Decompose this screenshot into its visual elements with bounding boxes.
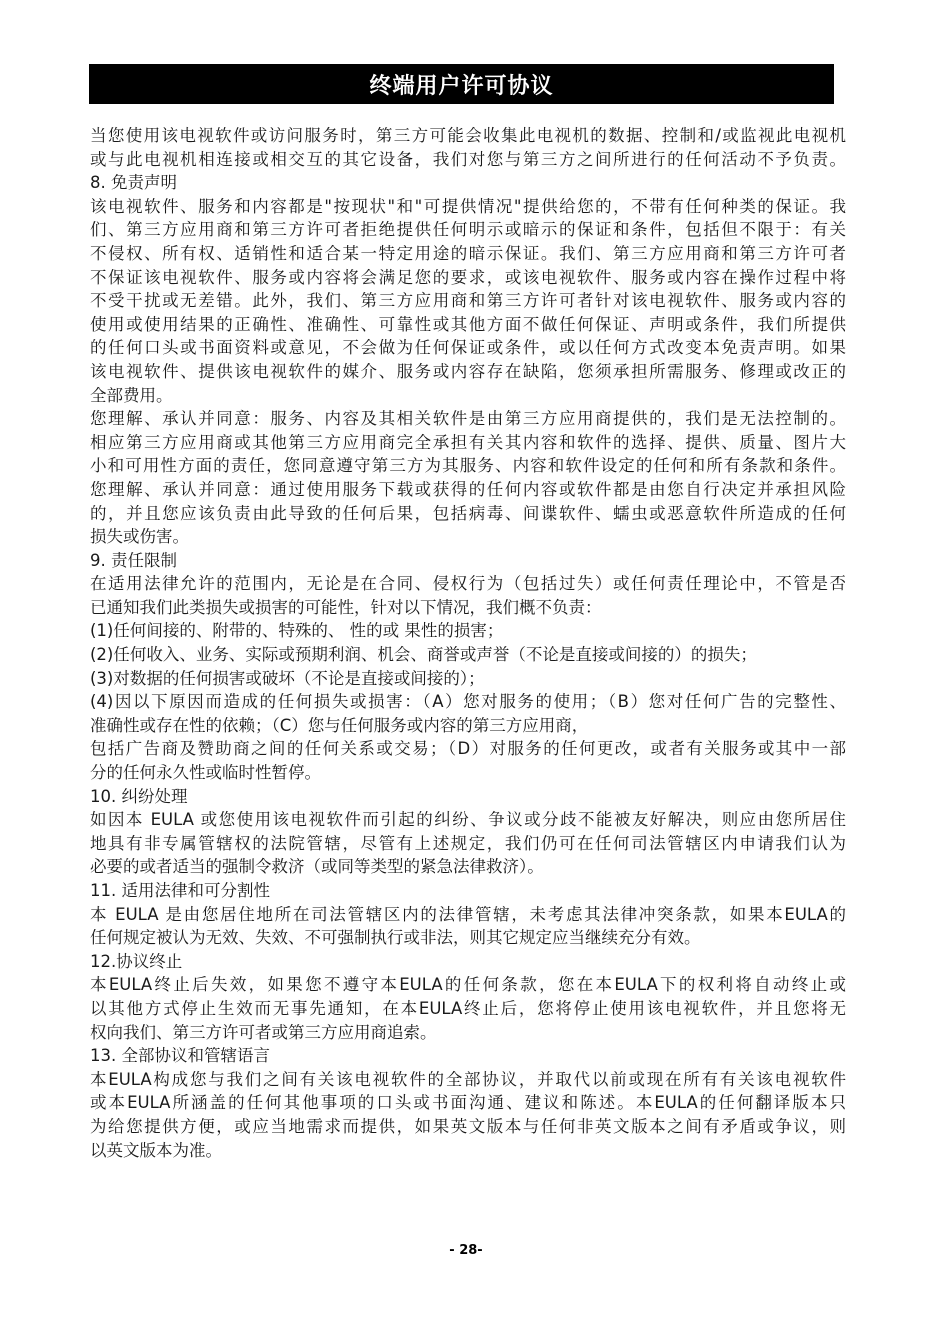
section-heading: 8. 免责声明 (90, 173, 177, 193)
text-line: 当您使用该电视软件或访问服务时，第三方可能会收集此电视机的数据、控制和/或监视此电视机 (90, 126, 846, 145)
text-line: 您理解、承认并同意：通过使用服务下载或获得的任何内容或软件都是由您自行决定并承担风险 (90, 479, 846, 499)
section-heading: 10. 纠纷处理 (90, 786, 188, 806)
text-line: 的，并且您应该负责由此导致的任何后果，包括病毒、间谍软件、蠕虫或恶意软件所造成的任何 (90, 503, 846, 523)
page-number: - 28- (449, 1243, 483, 1258)
text-line: 已通知我们此类损失或损害的可能性，针对以下情况，我们概不负责： (90, 597, 602, 617)
text-line: 任何规定被认为无效、失效、不可强制执行或非法，则其它规定应当继续充分有效。 (90, 928, 701, 948)
text-line: 或本EULA所涵盖的任何其他事项的口头或书面沟通、建议和陈述。本EULA的任何翻译版本只 (90, 1093, 846, 1113)
text-line: 分的任何永久性或临时性暂停。 (90, 763, 321, 783)
text-line: 或与此电视机相连接或相交互的其它设备，我们对您与第三方之间所进行的任何活动不予负责。 (90, 149, 846, 169)
section-heading: 12.协议终止 (90, 951, 183, 971)
text-line: 本 EULA 是由您居住地所在司法管辖区内的法律管辖，未考虑其法律冲突条款，如果本EULA的 (90, 904, 846, 924)
text-line: 使用或使用结果的正确性、准确性、可靠性或其他方面不做任何保证、声明或条件，我们所提供 (90, 314, 846, 334)
text-line: 在适用法律允许的范围内，无论是在合同、侵权行为（包括过失）或任何责任理论中，不管是否 (90, 574, 846, 594)
text-line: 小和可用性方面的责任，您同意遵守第三方为其服务、内容和软件设定的任何和所有条款和条件。 (90, 456, 846, 476)
eula-body (90, 124, 846, 1162)
text-line: 本EULA终止后失效，如果您不遵守本EULA的任何条款，您在本EULA下的权利将自动终止或 (90, 975, 846, 995)
text-line: 准确性或存在性的依赖；（C）您与任何服务或内容的第三方应用商， (90, 715, 589, 735)
list-item: (1)任何间接的、附带的、特殊的、 性的或 果性的损害； (90, 621, 504, 641)
list-item: (3)对数据的任何损害或破坏（不论是直接或间接的）； (90, 668, 485, 688)
text-line: 相应第三方应用商或其他第三方应用商完全承担有关其内容和软件的选择、提供、质量、图片大 (90, 432, 846, 452)
text-line: 如因本 EULA 或您使用该电视软件而引起的纠纷、争议或分歧不能被友好解决，则应由您所居住 (90, 810, 846, 830)
text-line: 包括广告商及赞助商之间的任何关系或交易；（D）对服务的任何更改，或者有关服务或其中一部 (90, 739, 846, 759)
text-line: 们、第三方应用商和第三方许可者拒绝提供任何明示或暗示的保证和条件，包括但不限于：有关 (90, 220, 846, 240)
title-banner (89, 64, 834, 104)
text-line: 该电视软件、服务和内容都是"按现状"和"可提供情况"提供给您的，不带有任何种类的保证。我 (90, 196, 846, 216)
text-line: 的任何口头或书面资料或意见，不会做为任何保证或条件，或以任何方式改变本免责声明。如果 (90, 338, 846, 358)
text-line: 以其他方式停止生效而无事先通知，在本EULA终止后，您将停止使用该电视软件，并且您将无 (90, 998, 846, 1018)
text-line: 权向我们、第三方许可者或第三方应用商追索。 (90, 1022, 437, 1042)
text-line: 不受干扰或无差错。此外，我们、第三方应用商和第三方许可者针对该电视软件、服务或内容的 (90, 291, 846, 311)
text-line: 为给您提供方便，或应当地需求而提供，如果英文版本与任何非英文版本之间有矛盾或争议，则 (90, 1116, 846, 1136)
text-line: 地具有非专属管辖权的法院管辖，尽管有上述规定，我们仍可在任何司法管辖区内申请我们认为 (90, 833, 846, 853)
text-line: 本EULA构成您与我们之间有关该电视软件的全部协议，并取代以前或现在所有有关该电视软件 (90, 1069, 846, 1089)
list-item: (2)任何收入、业务、实际或预期利润、机会、商誉或声誉（不论是直接或间接的）的损失； (90, 645, 757, 665)
text-line: 不侵权、所有权、适销性和适合某一特定用途的暗示保证。我们、第三方应用商和第三方许可者 (90, 243, 846, 263)
text-line: 损失或伤害。 (90, 527, 189, 547)
text-line: 您理解、承认并同意：服务、内容及其相关软件是由第三方应用商提供的，我们是无法控制的。 (90, 409, 846, 429)
text-line: 以英文版本为准。 (90, 1140, 222, 1160)
section-heading: 11. 适用法律和可分割性 (90, 881, 270, 900)
text-line: 不保证该电视软件、服务或内容将会满足您的要求，或该电视软件、服务或内容在操作过程中将 (90, 267, 846, 287)
text-line: 全部费用。 (90, 385, 173, 405)
page-title: 终端用户许可协议 (369, 73, 554, 99)
text-line: 必要的或者适当的强制令救济（或同等类型的紧急法律救济）。 (90, 857, 544, 877)
section-heading: 9. 责任限制 (90, 550, 177, 570)
text-line: 该电视软件、提供该电视软件的媒介、服务或内容存在缺陷，您须承担所需服务、修理或改正的 (90, 361, 846, 381)
list-item: (4)因以下原因而造成的任何损失或损害：（A）您对服务的使用；（B）您对任何广告的完整性、 (90, 692, 846, 712)
section-heading: 13. 全部协议和管辖语言 (90, 1046, 270, 1066)
